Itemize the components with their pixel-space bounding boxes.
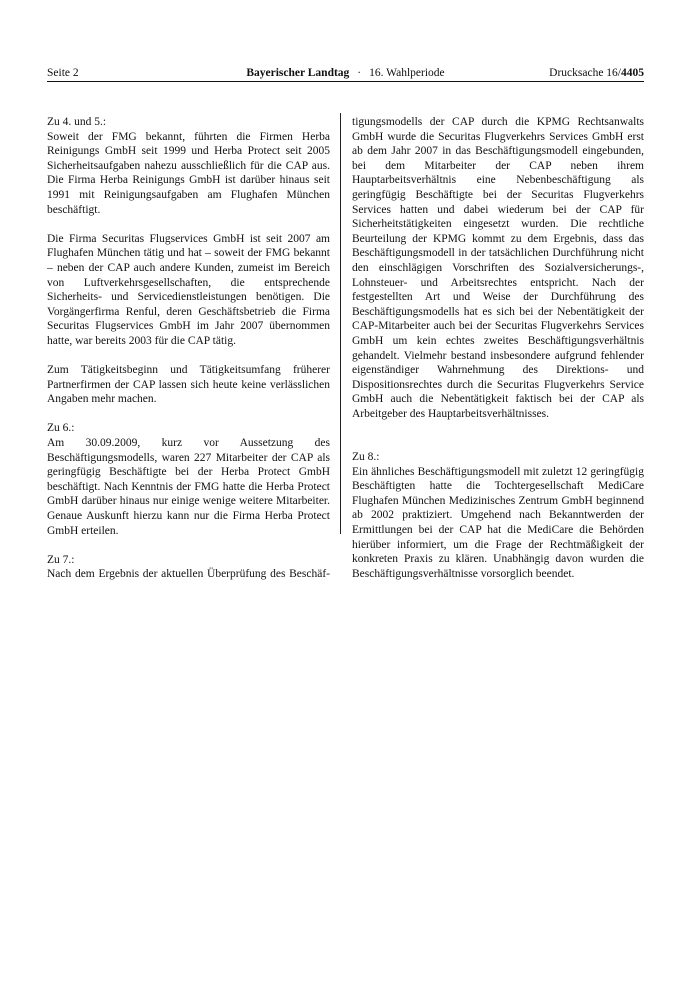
paragraph-6: Am 30.09.2009, kurz vor Aussetzung des Beschäftigungsmodells, waren 227 Mitarbeiter der CAP als geringfügig Beschäftigte bei der Herba Protect GmbH beschäftigt. Nach Kenntnis der FMG hatte die Herba Protect GmbH darüber hinaus nur einige wenige weitere Mitarbeiter. Genaue Auskunft hierzu kann nur die Firma Herba Protect GmbH erteilen. xyxy=(47,437,330,537)
document-prefix: Drucksache 16/ xyxy=(549,67,621,79)
paragraph-4-5-c: Zum Tätigkeitsbeginn und Tätigkeitsumfang früherer Partnerfirmen der CAP lassen sich heute keine verlässlichen Angaben mehr machen. xyxy=(47,364,330,406)
section-heading-8: Zu 8.: xyxy=(352,451,380,464)
document-number-bold: 4405 xyxy=(621,67,644,79)
section-heading-7: Zu 7.: xyxy=(47,553,75,566)
right-column xyxy=(352,115,644,581)
header-rule xyxy=(47,81,644,82)
document-number xyxy=(549,64,644,82)
paragraph-8: Ein ähnliches Beschäftigungsmodell mit zuletzt 12 geringfügig Beschäftigten hatte die Tochtergesellschaft MediCare Flughafen München Medizinisches Zentrum GmbH beginnend ab 2002 praktiziert. Umgehend nach Bekanntwerden der Ermittlungen bei der CAP hat die MediCare die Behörden hierüber informiert, um die Frage der Rechtmäßigkeit der konkreten Praxis zu klären. Unabhängig davon wurden die Beschäftigungsverhältnisse vorsorglich beendet. xyxy=(352,465,644,580)
running-header xyxy=(47,64,644,82)
header-separator: · xyxy=(357,67,362,79)
paragraph-7-continued: tigungsmodells der CAP durch die KPMG Rechtsanwalts GmbH wurde die Securitas Flugverkehrs Services GmbH erst ab dem Jahr 2007 in das Beschäftigungsmodell eingebunden, bei dem Mitarbeiter der CAP neben ihrem Hauptarbeitsverhältnis eine Nebenbeschäftigung als geringfügig Beschäftigte bei der Securitas Flugverkehrs Services hatten und dabei wiederum bei der CAP für Sicherheitstätigkeiten eingesetzt wurden. Die rechtliche Beurteilung der KPMG kommt zu dem Ergebnis, dass das Beschäftigungsmodell in der tatsächlichen Durchführung nicht den einschlägigen Vorschriften des Sozialversicherungs-, Lohnsteuer- und Arbeitsrechtes entspricht. Nach der festgestellten Art und Weise der Durchführung des Beschäftigungsmodells hat es sich bei der Nebentätigkeit der CAP-Mitarbeiter auch bei der Securitas Flugverkehrs Services GmbH um kein echtes zweites Beschäftigungsverhältnis gehandelt. Vielmehr bestand insbesondere aufgrund fehlender eigenständiger Wahrnehmung des Direktions- und Dispositionsrechtes durch die Securitas Flugverkehrs Service GmbH auch die Nebentätigkeit faktisch bei der CAP als Arbeitgeber des Hauptarbeitsverhältnisses. xyxy=(352,116,644,420)
institution-name: Bayerischer Landtag xyxy=(246,67,350,79)
section-heading-6: Zu 6.: xyxy=(47,422,75,435)
column-divider xyxy=(340,113,341,534)
legislative-period: 16. Wahlperiode xyxy=(369,67,445,79)
page-number: Seite 2 xyxy=(47,67,79,79)
paragraph-4-5-a: Soweit der FMG bekannt, führten die Firmen Herba Reinigungs GmbH seit 1999 und Herba Protect seit 2005 Sicherheitsaufgaben nahezu ausschließlich für die CAP aus. Die Firma Herba Reinigungs GmbH ist darüber hinaus seit 1991 mit Reinigungsaufgaben am Flughafen München beschäftigt. xyxy=(47,130,330,216)
left-column xyxy=(47,115,330,582)
section-heading-4-5: Zu 4. und 5.: xyxy=(47,116,107,128)
section-spacer xyxy=(352,436,644,450)
paragraph-4-5-b: Die Firma Securitas Flugservices GmbH ist seit 2007 am Flughafen München tätig und hat – soweit der FMG bekannt – neben der CAP auch andere Kunden, zumeist im Bereich von Luftverkehrsgesellschaften, die entsprechende Sicherheits- und Servicedienstleistungen benötigen. Die Vorgängerfirma Renful, deren Geschäftsbetrieb die Firma Securitas Flugservices GmbH im Jahr 2007 übernommen hatte, war bereits 2003 für die CAP tätig. xyxy=(47,232,330,347)
paragraph-7-start: Nach dem Ergebnis der aktuellen Überprüfung des Beschäf- xyxy=(47,568,330,581)
